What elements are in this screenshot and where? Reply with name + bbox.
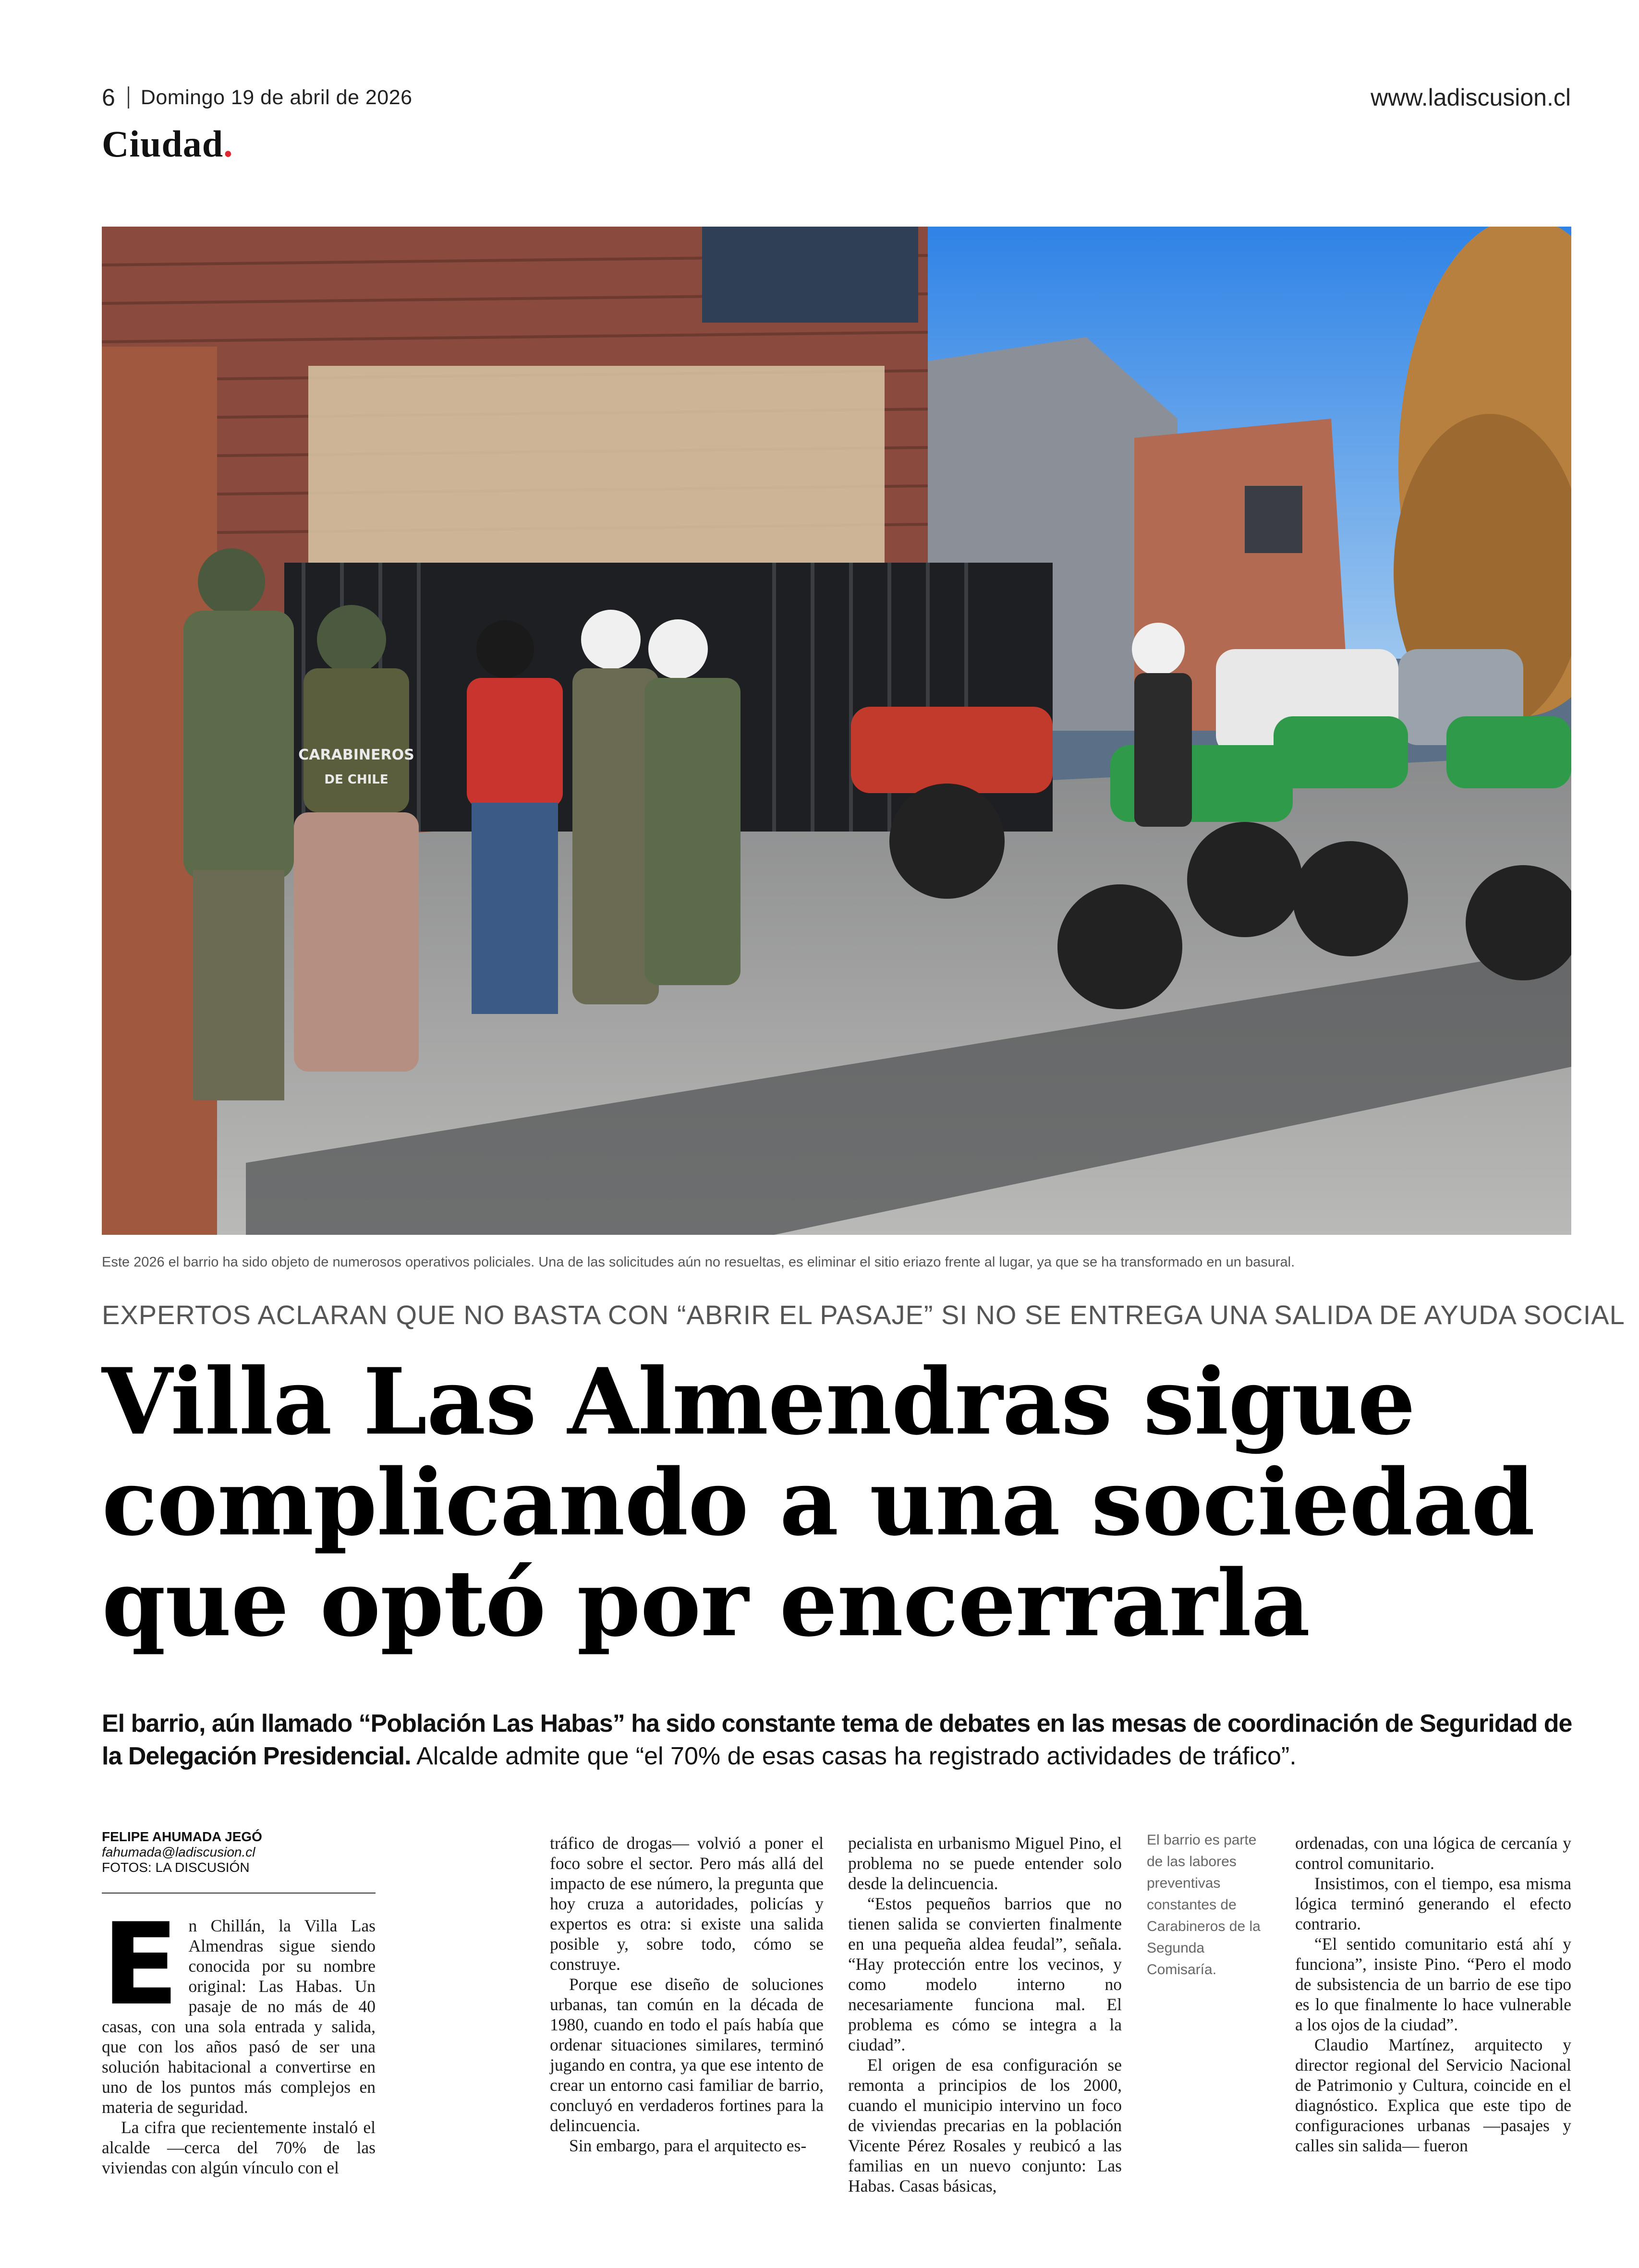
article-column-1 — [102, 1899, 376, 2178]
byline — [102, 1829, 376, 1875]
page-header-left — [102, 81, 413, 114]
article-column-3 — [848, 1833, 1122, 2196]
article-column-4 — [1295, 1833, 1571, 2156]
byline-divider — [102, 1893, 376, 1894]
photo-illustration — [102, 227, 1571, 1235]
paragraph: Insistimos, con el tiempo, esa misma lógica terminó generando el efecto contrario. — [1295, 1874, 1571, 1933]
article-lead — [102, 1707, 1576, 1773]
vest-text-line2: DE CHILE — [324, 772, 389, 787]
paragraph: Sin embargo, para el arquitecto es- — [569, 2136, 807, 2155]
header-divider — [128, 86, 129, 109]
lead-bold: El barrio, aún llamado “Población Las Habas” ha sido constante tema de debates en las mesas de coordinación de Seguridad de la Delegación Presidencial. — [102, 1710, 1572, 1770]
author-name: FELIPE AHUMADA JEGÓ — [102, 1829, 262, 1844]
headline-line-2: complicando a una sociedad — [102, 1449, 1535, 1556]
article-photo — [102, 227, 1571, 1235]
paragraph: La cifra que recientemente instaló el alcalde —cerca del 70% de las viviendas con algún vínculo con el — [102, 2118, 376, 2177]
section-title — [102, 122, 233, 166]
page-number: 6 — [102, 84, 115, 111]
sidebar-note: El barrio es parte de las labores preventivas constantes de Carabineros de la Segunda Comisaría. — [1147, 1832, 1261, 1978]
paragraph: Porque ese diseño de soluciones urbanas, tan común en la década de 1980, cuando en todo el país había que ordenar situaciones similares, terminó jugando en contra, ya que ese intento de crear un entorno casi familiar de barrio, concluyó en verdaderos fortines para la delincuencia. — [550, 1975, 824, 2135]
drop-cap: E — [102, 1899, 179, 2030]
paragraph: ordenadas, con una lógica de cercanía y control comunitario. — [1295, 1834, 1571, 1873]
publication-date: Domingo 19 de abril de 2026 — [140, 85, 413, 109]
author-email[interactable]: fahumada@ladiscusion.cl — [102, 1845, 255, 1859]
paragraph: tráfico de drogas— volvió a poner el foco sobre el sector. Pero más allá del impacto de ese número, la pregunta que hoy cruza a autoridades, policías y expertos es otra: si existe una salida posible y, sobre todo, cómo se construye. — [550, 1834, 824, 1974]
article-column-2 — [550, 1833, 824, 2156]
site-url[interactable]: www.ladiscusion.cl — [1371, 84, 1571, 111]
paragraph: El origen de esa configuración se remonta a principios de los 2000, cuando el municipio intervino un foco de viviendas precarias en la población Vicente Pérez Rosales y reubicó a las familias en un nuevo conjunto: Las Habas. Casas básicas, — [848, 2055, 1122, 2196]
paragraph: “El sentido comunitario está ahí y funciona”, insiste Pino. “Pero el modo de subsistencia de un barrio de ese tipo es lo que finalmente lo hace vulnerable a los ojos de la ciudad”. — [1295, 1934, 1571, 2034]
article-headline — [102, 1348, 1590, 1657]
paragraph: pecialista en urbanismo Miguel Pino, el problema no se puede entender solo desde la delincuencia. — [848, 1834, 1122, 1893]
headline-line-3: que optó por encerrarla — [102, 1550, 1310, 1657]
section-dot: . — [223, 123, 233, 165]
article-kicker: EXPERTOS ACLARAN QUE NO BASTA CON “ABRIR EL PASAJE” SI NO SE ENTREGA UNA SALIDA DE AYUDA SOCIAL — [102, 1300, 1625, 1330]
lead-regular: Alcalde admite que “el 70% de esas casas ha registrado actividades de tráfico”. — [411, 1742, 1297, 1770]
paragraph: Claudio Martínez, arquitecto y director regional del Servicio Nacional de Patrimonio y Cultura, coincide en el diagnóstico. Explica que este tipo de configuraciones urbanas —pasajes y calles sin salida— fueron — [1295, 2035, 1571, 2155]
section-name: Ciudad — [102, 123, 224, 165]
photo-credit: FOTOS: LA DISCUSIÓN — [102, 1860, 250, 1875]
paragraph: n Chillán, la Villa Las Almendras sigue siendo conocida por su nombre original: Las Habas. Un pasaje de no más de 40 casas, con una sola entrada y salida, que con los años pasó de ser una solución habitacional a convertirse en uno de los puntos más complejos en materia de seguridad. — [102, 1916, 376, 2117]
photo-caption: Este 2026 el barrio ha sido objeto de numerosos operativos policiales. Una de las solicitudes aún no resueltas, es eliminar el sitio eriazo frente al lugar, ya que se ha transformado en un basural. — [102, 1255, 1295, 1270]
vest-text-line1: CARABINEROS — [298, 747, 414, 763]
headline-line-1: Villa Las Almendras sigue — [102, 1348, 1415, 1455]
paragraph: “Estos pequeños barrios que no tienen salida se convierten finalmente en una pequeña aldea feudal”, señala. “Hay protección entre los vecinos, y como modelo interno no necesariamente funciona mal. El problema es cómo se integra a la ciudad”. — [848, 1894, 1122, 2054]
